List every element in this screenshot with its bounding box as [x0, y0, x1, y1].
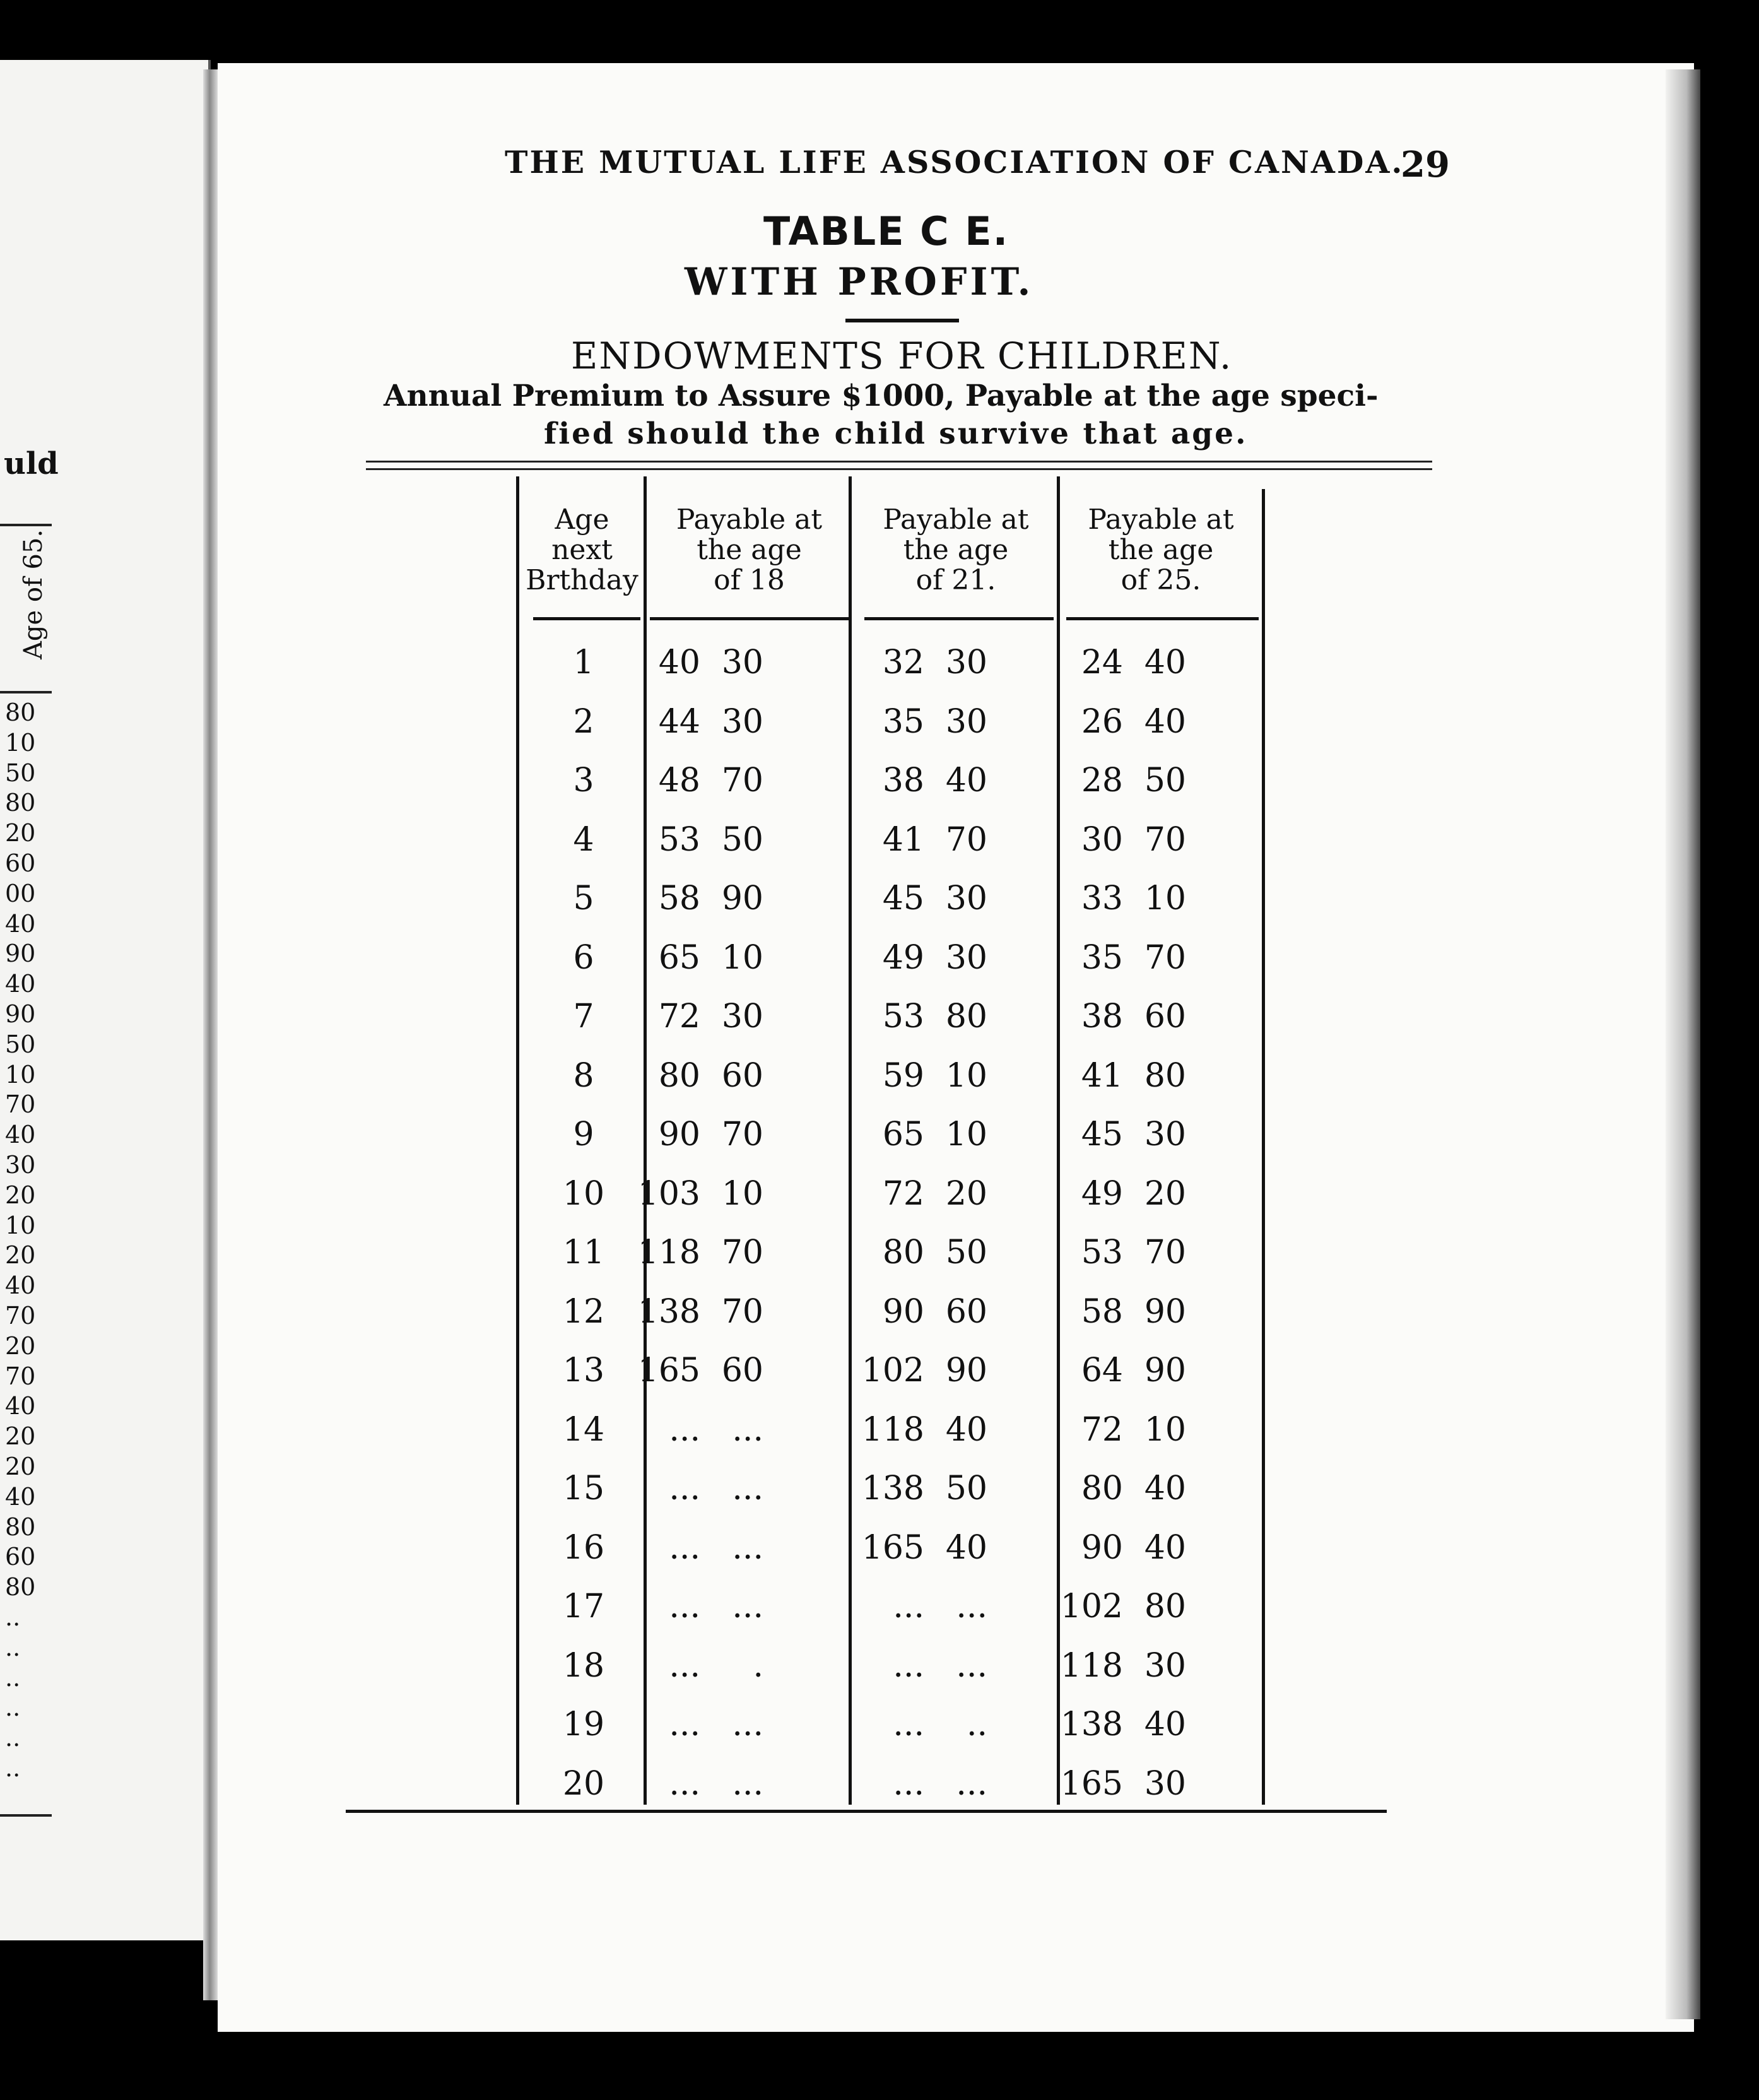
left-page-value: 20: [5, 1422, 36, 1451]
age-cell: 19: [562, 1706, 605, 1743]
premium-dollars: ...: [669, 1528, 700, 1567]
premium-cents: 60: [945, 1292, 987, 1331]
table-row: [0, 1470, 1759, 1529]
premium-dollars: ...: [893, 1764, 924, 1803]
column-header-payable-21: [855, 505, 1057, 596]
premium-cents: 80: [1144, 1588, 1186, 1625]
premium-cents: ...: [732, 1588, 763, 1625]
age-cell: 9: [573, 1116, 594, 1153]
section-heading: ENDOWMENTS FOR CHILDREN.: [571, 334, 1233, 377]
premium-dollars: 80: [1081, 1470, 1123, 1507]
premium-cents: 40: [1144, 1528, 1186, 1567]
premium-dollars: 118: [637, 1234, 700, 1271]
premium-cell: [861, 821, 1050, 859]
left-page-value: ..: [5, 1633, 21, 1661]
premium-cents: 30: [721, 644, 763, 681]
premium-dollars: 65: [658, 938, 700, 977]
premium-cents: 20: [1144, 1174, 1186, 1213]
table-row: [0, 880, 1759, 939]
table-row: [0, 1588, 1759, 1647]
premium-cents: 10: [1144, 1410, 1186, 1449]
premium-cents: 50: [721, 820, 763, 859]
column-header-line: Payable at: [676, 504, 823, 536]
premium-cell: [1060, 1293, 1256, 1331]
header-underline: [533, 617, 640, 620]
premium-dollars: 40: [658, 644, 700, 681]
table-row: [0, 998, 1759, 1057]
premium-cell: [637, 1470, 845, 1507]
premium-dollars: 58: [658, 880, 700, 917]
left-page-rotated-label: Age of 65.: [19, 529, 48, 659]
premium-dollars: ...: [669, 1764, 700, 1803]
premium-cell: [1060, 1588, 1256, 1625]
left-page-value: 40: [5, 1271, 36, 1300]
header-underline: [864, 617, 1054, 620]
double-rule-top: [366, 461, 1432, 463]
premium-cell: [1060, 1116, 1256, 1153]
age-cell: 7: [573, 998, 594, 1035]
age-cell: 13: [562, 1352, 605, 1389]
premium-cell: [861, 1057, 1050, 1095]
premium-cents: ...: [732, 1706, 763, 1743]
premium-cell: [637, 1765, 845, 1803]
premium-cell: [861, 1706, 1050, 1743]
premium-cell: [861, 644, 1050, 681]
premium-cell: [1060, 644, 1256, 681]
left-page-value: 40: [5, 970, 36, 998]
premium-dollars: 48: [658, 762, 700, 799]
premium-cell: [1060, 1411, 1256, 1449]
left-page-value: ..: [5, 1724, 21, 1752]
premium-dollars: 45: [882, 880, 924, 917]
premium-dollars: 58: [1081, 1292, 1123, 1331]
premium-cents: 80: [1144, 1056, 1186, 1095]
age-cell: 1: [573, 644, 594, 681]
left-page-value: 70: [5, 1302, 36, 1330]
premium-cents: 70: [721, 1234, 763, 1271]
premium-cell: [1060, 998, 1256, 1035]
left-page-value: 90: [5, 1000, 36, 1028]
left-page-value: 60: [5, 849, 36, 877]
premium-cell: [861, 1116, 1050, 1153]
premium-cell: [861, 998, 1050, 1035]
column-header-age: [521, 505, 644, 596]
age-cell: 6: [573, 938, 594, 977]
premium-cents: 50: [945, 1470, 987, 1507]
premium-cell: [1060, 939, 1256, 977]
table-row: [0, 1765, 1759, 1824]
premium-dollars: 65: [882, 1116, 924, 1153]
table-row: [0, 1293, 1759, 1352]
premium-dollars: 80: [658, 1056, 700, 1095]
premium-cents: 70: [721, 1116, 763, 1153]
premium-cell: [861, 1411, 1050, 1449]
premium-cents: 20: [945, 1174, 987, 1213]
premium-cents: 40: [945, 762, 987, 799]
premium-dollars: 103: [637, 1174, 700, 1213]
column-header-line: of 25.: [1121, 564, 1201, 596]
premium-cell: [637, 762, 845, 799]
description-line-1: Annual Premium to Assure $1000, Payable at the age speci-: [384, 379, 1379, 413]
left-page-value: ..: [5, 1663, 21, 1692]
table-row: [0, 1234, 1759, 1293]
left-page-value: 80: [5, 699, 36, 726]
premium-cell: [861, 1175, 1050, 1213]
premium-dollars: 102: [1060, 1588, 1123, 1625]
premium-dollars: 41: [1081, 1056, 1123, 1095]
premium-cell: [637, 821, 845, 859]
header-underline: [650, 617, 849, 620]
premium-dollars: 165: [1060, 1764, 1123, 1803]
left-page-value: 40: [5, 1392, 36, 1420]
premium-cell: [637, 1175, 845, 1213]
premium-dollars: 90: [1081, 1528, 1123, 1567]
premium-dollars: 118: [1060, 1646, 1123, 1685]
left-page-value: 70: [5, 1362, 36, 1390]
left-page-value: 80: [5, 1513, 36, 1541]
premium-dollars: 90: [658, 1116, 700, 1153]
left-page-rule: [0, 524, 52, 526]
premium-dollars: 35: [882, 702, 924, 741]
premium-cell: [637, 1057, 845, 1095]
description-line-2: fied should the child survive that age.: [544, 416, 1248, 451]
premium-dollars: 41: [882, 820, 924, 859]
premium-cell: [1060, 1234, 1256, 1271]
premium-cell: [861, 762, 1050, 799]
left-page-value: 10: [5, 1060, 36, 1088]
premium-cents: 60: [721, 1056, 763, 1095]
left-page-value: 90: [5, 940, 36, 968]
premium-dollars: 24: [1081, 644, 1123, 681]
premium-cents: 40: [945, 1528, 987, 1567]
left-page-value: ..: [5, 1754, 21, 1782]
premium-cents: 10: [721, 938, 763, 977]
premium-dollars: 38: [882, 762, 924, 799]
column-header-line: Brthday: [526, 564, 638, 596]
premium-cents: 40: [945, 1410, 987, 1449]
premium-cents: 70: [1144, 938, 1186, 977]
title-rule: [845, 319, 959, 322]
left-page-value: 50: [5, 1030, 36, 1058]
left-page-value: ..: [5, 1603, 21, 1631]
premium-cell: [1060, 1706, 1256, 1743]
age-cell: 18: [562, 1646, 605, 1685]
column-header-payable-18: [650, 505, 849, 596]
header-underline: [1066, 617, 1259, 620]
premium-cell: [637, 1588, 845, 1625]
age-cell: 8: [573, 1056, 594, 1095]
premium-cell: [1060, 762, 1256, 799]
premium-cents: 50: [945, 1234, 987, 1271]
column-header-line: Payable at: [883, 504, 1029, 536]
age-cell: 17: [562, 1588, 605, 1625]
premium-dollars: 49: [1081, 1174, 1123, 1213]
premium-cents: 90: [721, 880, 763, 917]
premium-cell: [1060, 880, 1256, 917]
premium-dollars: 80: [882, 1234, 924, 1271]
premium-dollars: 102: [861, 1352, 924, 1389]
left-page-value: 20: [5, 819, 36, 847]
premium-dollars: 28: [1081, 762, 1123, 799]
premium-cell: [1060, 1765, 1256, 1803]
premium-cents: 30: [721, 998, 763, 1035]
premium-dollars: 44: [658, 702, 700, 741]
premium-cell: [1060, 1470, 1256, 1507]
premium-cents: ...: [732, 1410, 763, 1449]
premium-cents: ...: [956, 1646, 987, 1685]
age-cell: 11: [562, 1234, 605, 1271]
premium-cents: .: [753, 1646, 763, 1685]
premium-dollars: ...: [669, 1706, 700, 1743]
column-header-line: Payable at: [1088, 504, 1234, 536]
premium-dollars: 165: [637, 1352, 700, 1389]
premium-dollars: 64: [1081, 1352, 1123, 1389]
premium-cents: ...: [956, 1588, 987, 1625]
premium-cell: [637, 1411, 845, 1449]
age-cell: 2: [573, 702, 594, 741]
premium-cell: [861, 1234, 1050, 1271]
premium-dollars: 32: [882, 644, 924, 681]
premium-dollars: 72: [882, 1174, 924, 1213]
age-cell: 5: [573, 880, 594, 917]
premium-cell: [637, 1234, 845, 1271]
premium-cents: ...: [732, 1528, 763, 1567]
premium-cell: [637, 1706, 845, 1743]
premium-cell: [637, 1529, 845, 1567]
table-row: [0, 1706, 1759, 1765]
premium-dollars: 45: [1081, 1116, 1123, 1153]
left-page-value: 60: [5, 1543, 36, 1571]
age-cell: 15: [562, 1470, 605, 1507]
age-cell: 16: [562, 1528, 605, 1567]
premium-dollars: ...: [669, 1588, 700, 1625]
premium-dollars: 26: [1081, 702, 1123, 741]
premium-dollars: ...: [669, 1646, 700, 1685]
left-page-value: 40: [5, 909, 36, 938]
left-page-value: 10: [5, 728, 36, 757]
premium-cents: 50: [1144, 762, 1186, 799]
premium-dollars: 59: [882, 1056, 924, 1095]
table-row: [0, 1647, 1759, 1706]
table-row: [0, 1057, 1759, 1116]
premium-cents: 30: [1144, 1764, 1186, 1803]
premium-cents: 30: [945, 702, 987, 741]
table-row: [0, 1175, 1759, 1234]
left-page-value: ..: [5, 1694, 21, 1722]
table-row: [0, 1116, 1759, 1175]
premium-dollars: 138: [1060, 1706, 1123, 1743]
premium-cents: 60: [721, 1352, 763, 1389]
premium-cell: [637, 1116, 845, 1153]
premium-dollars: 53: [658, 820, 700, 859]
premium-cents: 90: [945, 1352, 987, 1389]
left-page-value: 20: [5, 1181, 36, 1209]
premium-cents: ...: [732, 1470, 763, 1507]
premium-dollars: 53: [1081, 1234, 1123, 1271]
table-title: TABLE C E.: [763, 208, 1009, 254]
premium-cell: [861, 703, 1050, 741]
premium-dollars: 49: [882, 938, 924, 977]
column-header-line: Age: [555, 504, 609, 536]
premium-cents: 90: [1144, 1292, 1186, 1331]
age-cell: 20: [562, 1764, 605, 1803]
premium-cents: ..: [966, 1706, 987, 1743]
premium-cents: 40: [1144, 1470, 1186, 1507]
premium-cell: [861, 1352, 1050, 1389]
left-page-value: 20: [5, 1331, 36, 1360]
left-page-value: 80: [5, 789, 36, 817]
premium-cell: [1060, 821, 1256, 859]
premium-cents: 60: [1144, 998, 1186, 1035]
premium-cents: ...: [956, 1764, 987, 1803]
premium-cents: 10: [945, 1056, 987, 1095]
age-cell: 14: [562, 1410, 605, 1449]
table-subtitle: WITH PROFIT.: [685, 260, 1034, 304]
age-cell: 4: [573, 820, 594, 859]
premium-cents: 10: [945, 1116, 987, 1153]
premium-dollars: ...: [893, 1706, 924, 1743]
premium-dollars: 53: [882, 998, 924, 1035]
table-row: [0, 644, 1759, 703]
premium-dollars: 138: [861, 1470, 924, 1507]
column-header-line: of 21.: [915, 564, 996, 596]
premium-cents: 70: [945, 820, 987, 859]
premium-dollars: 90: [882, 1292, 924, 1331]
column-header-line: the age: [903, 534, 1009, 566]
column-header-line: of 18: [714, 564, 785, 596]
premium-cents: 40: [1144, 644, 1186, 681]
premium-cents: 30: [945, 644, 987, 681]
premium-cents: 70: [721, 1292, 763, 1331]
premium-cell: [861, 939, 1050, 977]
left-page-value: 80: [5, 1573, 36, 1602]
left-page-value: 50: [5, 758, 36, 787]
table-row: [0, 1352, 1759, 1411]
premium-cents: ...: [732, 1764, 763, 1803]
premium-dollars: 72: [658, 998, 700, 1035]
premium-dollars: 118: [861, 1410, 924, 1449]
premium-cell: [637, 1293, 845, 1331]
left-page-value: 40: [5, 1482, 36, 1511]
premium-cents: 30: [945, 880, 987, 917]
premium-cell: [1060, 1352, 1256, 1389]
premium-cell: [637, 644, 845, 681]
premium-cell: [637, 939, 845, 977]
left-page-value: 20: [5, 1241, 36, 1270]
column-header-payable-25: [1060, 505, 1262, 596]
double-rule-bottom: [366, 468, 1432, 470]
premium-dollars: 38: [1081, 998, 1123, 1035]
column-header-line: the age: [1108, 534, 1214, 566]
premium-cents: 30: [945, 938, 987, 977]
premium-cents: 40: [1144, 702, 1186, 741]
age-cell: 12: [562, 1292, 605, 1331]
left-page-value: 40: [5, 1121, 36, 1149]
premium-cell: [861, 1588, 1050, 1625]
premium-cell: [861, 1470, 1050, 1507]
premium-cents: 90: [1144, 1352, 1186, 1389]
column-header-line: the age: [697, 534, 802, 566]
left-page-value: 30: [5, 1151, 36, 1179]
premium-cents: 30: [721, 702, 763, 741]
table-row: [0, 703, 1759, 762]
premium-cents: 80: [945, 998, 987, 1035]
table-row: [0, 939, 1759, 998]
premium-cents: 30: [1144, 1116, 1186, 1153]
table-row: [0, 1411, 1759, 1470]
premium-cell: [861, 1647, 1050, 1685]
left-page-value: 00: [5, 879, 36, 907]
premium-cell: [861, 880, 1050, 917]
premium-cell: [1060, 703, 1256, 741]
premium-cents: 40: [1144, 1706, 1186, 1743]
premium-cell: [861, 1765, 1050, 1803]
premium-cents: 70: [1144, 1234, 1186, 1271]
premium-cell: [637, 880, 845, 917]
left-page-value: 20: [5, 1453, 36, 1480]
premium-cell: [637, 703, 845, 741]
premium-cell: [1060, 1647, 1256, 1685]
table-row: [0, 821, 1759, 880]
premium-dollars: 30: [1081, 820, 1123, 859]
premium-cents: 70: [1144, 820, 1186, 859]
premium-dollars: ...: [893, 1646, 924, 1685]
premium-cell: [1060, 1529, 1256, 1567]
column-header-line: next: [551, 534, 613, 566]
age-cell: 10: [562, 1174, 605, 1213]
left-page-heading-fragment: uld: [4, 446, 59, 481]
premium-dollars: 138: [637, 1292, 700, 1331]
table-row: [0, 1529, 1759, 1588]
premium-dollars: 33: [1081, 880, 1123, 917]
premium-dollars: ...: [669, 1470, 700, 1507]
running-title: THE MUTUAL LIFE ASSOCIATION OF CANADA.: [505, 144, 1404, 180]
premium-cell: [861, 1293, 1050, 1331]
premium-cents: 10: [721, 1174, 763, 1213]
table-row: [0, 762, 1759, 821]
premium-cell: [637, 998, 845, 1035]
premium-dollars: 72: [1081, 1410, 1123, 1449]
premium-cell: [1060, 1175, 1256, 1213]
premium-dollars: 165: [861, 1528, 924, 1567]
premium-cents: 30: [1144, 1646, 1186, 1685]
premium-cell: [637, 1352, 845, 1389]
premium-cents: 70: [721, 762, 763, 799]
left-page-value: 10: [5, 1211, 36, 1239]
page-number: 29: [1401, 144, 1450, 186]
premium-cents: 10: [1144, 880, 1186, 917]
premium-cell: [637, 1647, 845, 1685]
premium-dollars: ...: [669, 1410, 700, 1449]
premium-dollars: ...: [893, 1588, 924, 1625]
age-cell: 3: [573, 762, 594, 799]
premium-dollars: 35: [1081, 938, 1123, 977]
left-page-value: 70: [5, 1090, 36, 1119]
premium-cell: [1060, 1057, 1256, 1095]
premium-cell: [861, 1529, 1050, 1567]
